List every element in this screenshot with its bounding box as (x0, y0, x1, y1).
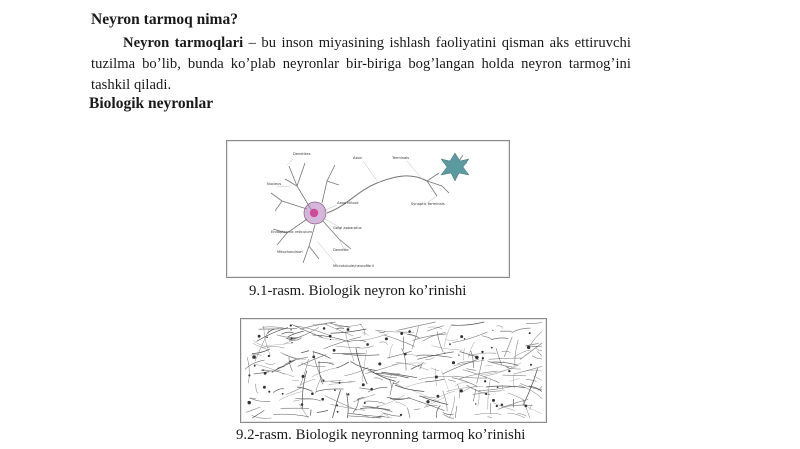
figure-2-caption: 9.2-rasm. Biologik neyronning tarmoq koʼrinishi (236, 427, 526, 443)
section-question-heading: Neyron tarmoq nima? (91, 11, 238, 28)
intro-text: – bu inson miyasining ishlash faoliyatini qisman aks ettiruvchi tuzilma boʼlib, bunda koʼplab neyronlar bir-biriga bogʼlangan holda neyron tarmogʼini tashkil qiladi. (91, 35, 631, 93)
biological-neurons-heading: Biologik neyronlar (89, 95, 214, 112)
intro-paragraph (91, 33, 631, 96)
label-dendrites: Dendrites (293, 152, 311, 156)
label-microtubule: Microtubule/neurofibril (333, 264, 374, 268)
label-axon: Axon (353, 156, 362, 160)
intro-term: Neyron tarmoqlari (123, 35, 244, 51)
neuron-diagram-figure (226, 140, 510, 278)
label-terminals: Terminals (392, 156, 410, 160)
label-axon-hillock: Axon hillock (337, 201, 359, 205)
label-endoplasmic-reticulum: Endoplasmic reticulum (271, 230, 313, 234)
label-dendrite: Dendrite (333, 248, 349, 252)
neural-network-figure (240, 318, 547, 423)
label-golgi-apparatus: Golgi apparatus (333, 226, 362, 230)
figure-1-caption: 9.1-rasm. Biologik neyron koʼrinishi (249, 283, 467, 299)
network-strokes (245, 322, 542, 418)
neural-network-drawing (241, 319, 546, 422)
nucleus (310, 209, 318, 217)
neuron-diagram (227, 141, 509, 277)
label-nucleus: Nucleus (267, 182, 282, 186)
label-mitochondrion: Mitochondrion (277, 250, 303, 254)
label-synaptic-terminals: Synaptic terminals (411, 202, 445, 206)
target-neuron (441, 153, 469, 181)
